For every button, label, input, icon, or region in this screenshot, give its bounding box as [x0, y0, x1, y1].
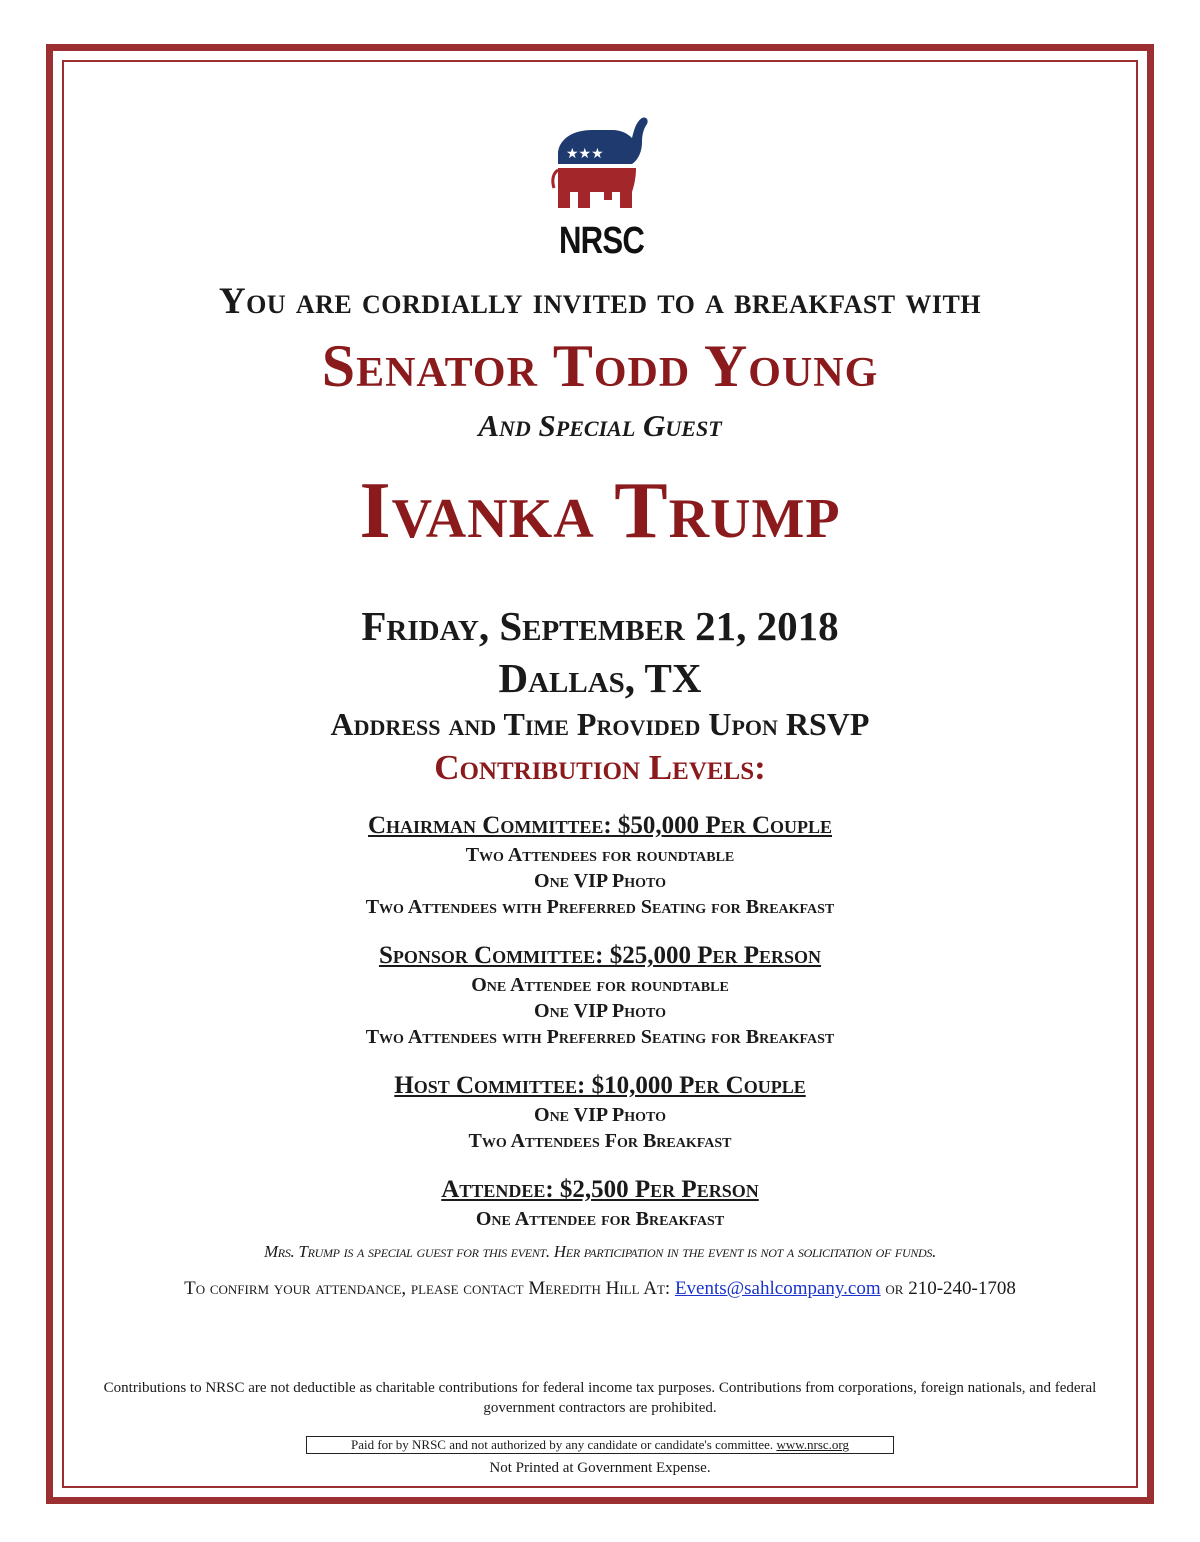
level-chairman	[64, 810, 1136, 920]
level-item: One VIP Photo	[534, 870, 666, 892]
level-item: Two Attendees For Breakfast	[468, 1130, 732, 1152]
level-host	[64, 1070, 1136, 1154]
legal-notice: Contributions to NRSC are not deductible as charitable contributions for federal income tax purposes. Contributions from corporations, foreign nationals, and federal government contractors are prohibited.	[103, 1380, 1097, 1416]
level-item: One VIP Photo	[534, 1104, 666, 1126]
rsvp-phone: 210-240-1708	[908, 1278, 1016, 1299]
host-name: Senator Todd Young	[321, 333, 879, 399]
paid-for-text: Paid for by NRSC and not authorized by any candidate or candidate's committee.	[350, 1437, 774, 1452]
paid-for-box	[306, 1436, 894, 1454]
logo-wordmark: NRSC	[559, 220, 645, 262]
level-item: Two Attendees with Preferred Seating for Breakfast	[365, 1026, 835, 1048]
level-title: Chairman Committee: $50,000 Per Couple	[367, 812, 833, 839]
level-title: Sponsor Committee: $25,000 Per Person	[378, 942, 822, 969]
guest-disclaimer: Mrs. Trump is a special guest for this event. Her participation in the event is not a solicitation of funds.	[263, 1242, 937, 1261]
level-title: Host Committee: $10,000 Per Couple	[394, 1072, 806, 1099]
elephant-icon	[550, 108, 650, 220]
rsvp-line	[64, 1278, 1136, 1300]
level-item: Two Attendees for roundtable	[465, 844, 735, 866]
svg-text:★★★: ★★★	[566, 146, 604, 162]
rsvp-text: To confirm your attendance, please contact Meredith Hill At:	[184, 1278, 671, 1299]
level-title: Attendee: $2,500 Per Person	[441, 1176, 759, 1203]
guest-name: Ivanka Trump	[359, 467, 841, 555]
address-note: Address and Time Provided Upon RSVP	[330, 706, 870, 742]
level-item: One VIP Photo	[534, 1000, 666, 1022]
event-location: Dallas, TX	[498, 655, 702, 701]
level-item: One Attendee for roundtable	[471, 974, 729, 996]
event-date: Friday, September 21, 2018	[361, 603, 839, 649]
level-sponsor	[64, 940, 1136, 1050]
guest-intro: And Special Guest	[478, 408, 722, 443]
nrsc-url: www.nrsc.org	[776, 1437, 850, 1452]
invite-line: You are cordially invited to a breakfast with	[218, 281, 982, 322]
not-printed-notice: Not Printed at Government Expense.	[489, 1460, 711, 1476]
level-item: One Attendee for Breakfast	[475, 1208, 725, 1230]
rsvp-email-link[interactable]: Events@sahlcompany.com	[674, 1278, 881, 1299]
level-item: Two Attendees with Preferred Seating for Breakfast	[365, 896, 835, 918]
level-attendee	[64, 1174, 1136, 1232]
invitation	[64, 62, 1136, 1486]
nrsc-logo	[550, 108, 650, 268]
contribution-levels-title: Contribution Levels:	[434, 748, 766, 787]
rsvp-joiner: or	[885, 1278, 904, 1299]
